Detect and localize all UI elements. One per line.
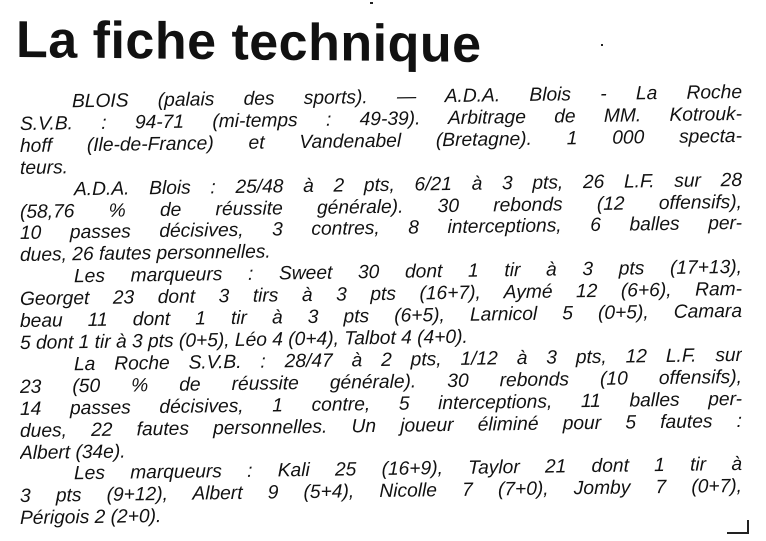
- text-line: S.V.B. : 94-71 (mi-temps : 49-39). Arbitrage de MM. Kotrouk-: [20, 103, 742, 135]
- text-line: dues, 22 fautes personnelles. Un joueur éliminé pour 5 fautes :: [20, 410, 742, 442]
- print-mark: [370, 2, 373, 4]
- text-line: A.D.A. Blois : 25/48 à 2 pts, 6/21 à 3 pts, 26 L.F. sur 28: [74, 169, 742, 200]
- text-line: Périgois 2 (2+0).: [20, 506, 162, 530]
- text-line: beau 11 dont 1 tir à 3 pts (6+5), Larnicol 5 (0+5), Camara: [20, 300, 742, 333]
- article-body: [20, 82, 742, 530]
- text-line: Les marqueurs : Kali 25 (16+9), Taylor 21 dont 1 tir à: [74, 454, 742, 485]
- text-line: hoff (Ile-de-France) et Vandenabel (Bretagne). 1 000 specta-: [20, 125, 742, 157]
- text-line: Les marqueurs : Sweet 30 dont 1 tir à 3 pts (17+13),: [74, 257, 742, 288]
- text-line: Georget 23 dont 3 tirs à 3 pts (16+7), Aymé 12 (6+6), Ram-: [20, 279, 742, 311]
- text-line: dues, 26 fautes personnelles.: [20, 241, 271, 267]
- text-line: (58,76 % de réussite générale). 30 rebonds (12 offensifs),: [20, 191, 742, 223]
- text-line: teurs.: [20, 157, 68, 179]
- crop-mark-horizontal: [727, 532, 749, 534]
- text-line: 23 (50 % de réussite générale). 30 rebonds (10 offensifs),: [20, 366, 742, 398]
- text-line: 14 passes décisives, 1 contre, 5 interceptions, 11 balles per-: [20, 388, 742, 420]
- text-line: 5 dont 1 tir à 3 pts (0+5), Léo 4 (0+4), Talbot 4 (4+0).: [20, 326, 468, 354]
- article-title: La fiche technique: [16, 11, 482, 74]
- text-line: BLOIS (palais des sports). — A.D.A. Blois - La Roche: [72, 81, 742, 113]
- text-line: 3 pts (9+12), Albert 9 (5+4), Nicolle 7 (7+0), Jomby 7 (0+7),: [20, 476, 742, 508]
- text-line: Albert (34e).: [20, 441, 126, 464]
- text-line: 10 passes décisives, 3 contres, 8 interceptions, 6 balles per-: [20, 213, 742, 245]
- text-line: La Roche S.V.B. : 28/47 à 2 pts, 1/12 à 3 pts, 12 L.F. sur: [74, 344, 742, 376]
